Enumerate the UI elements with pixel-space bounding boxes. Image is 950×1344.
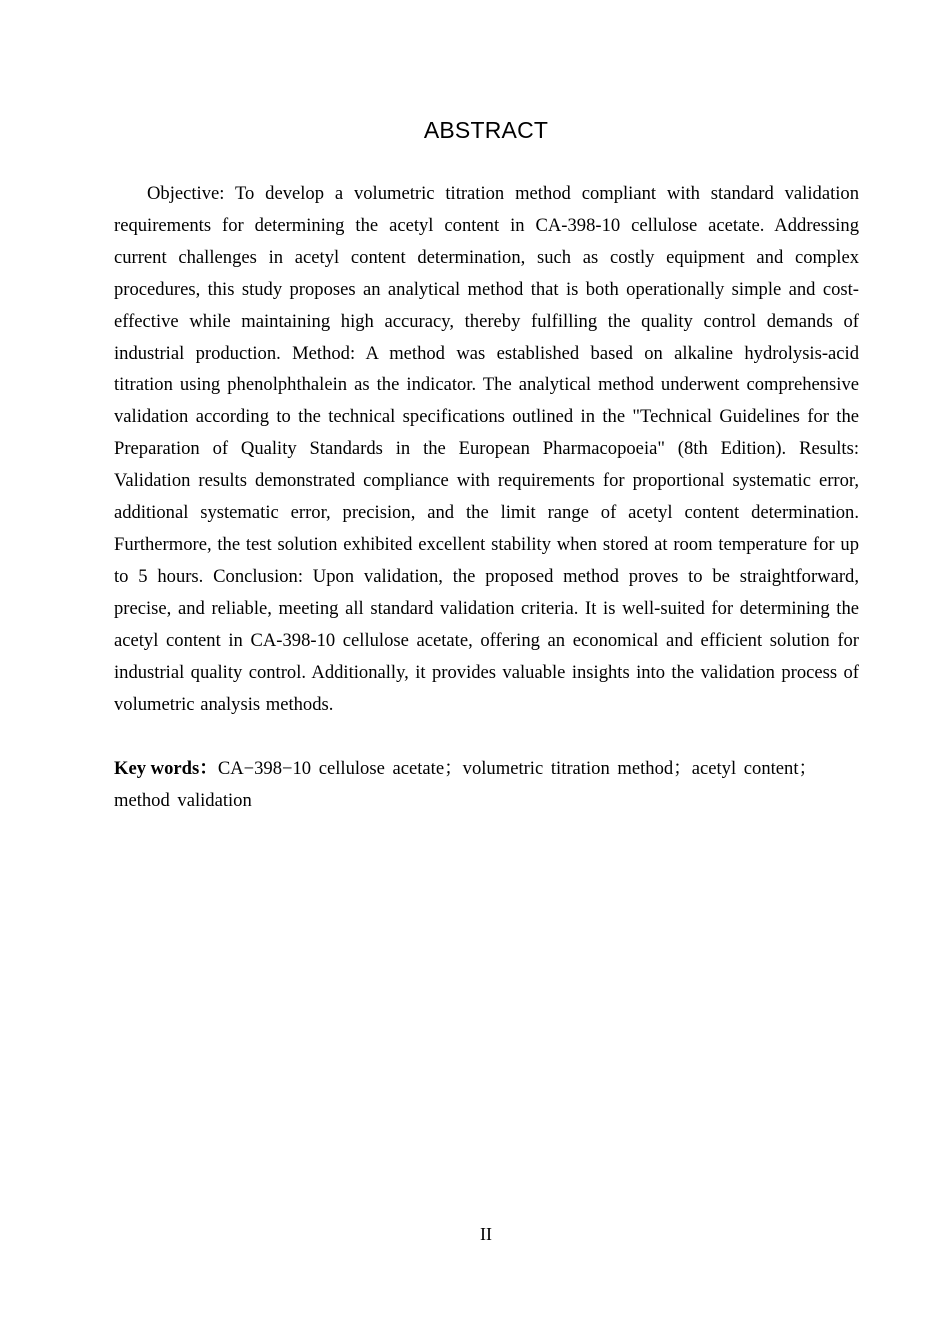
keywords-label: Key words：	[114, 758, 218, 779]
abstract-body: Objective: To develop a volumetric titration method compliant with standard validation requirements for determining the acetyl content in CA-398-10 cellulose acetate. Addressing current challenges in acetyl content determination, such as costly equipment and complex procedures, this study proposes an analytical method that is both operationally simple and cost-effective while maintaining high accuracy, thereby fulfilling the quality control demands of industrial production. Method: A method was established based on alkaline hydrolysis-acid titration using phenolphthalein as the indicator. The analytical method underwent comprehensive validation according to the technical specifications outlined in the "Technical Guidelines for the Preparation of Quality Standards in the European Pharmacopoeia" (8th Edition). Results: Validation results demonstrated compliance with requirements for proportional systematic error, additional systematic error, precision, and the limit range of acetyl content determination. Furthermore, the test solution exhibited excellent stability when stored at room temperature for up to 5 hours. Conclusion: Upon validation, the proposed method proves to be straightforward, precise, and reliable, meeting all standard validation criteria. It is well-suited for determining the acetyl content in CA-398-10 cellulose acetate, offering an economical and efficient solution for industrial quality control. Additionally, it provides valuable insights into the validation process of volumetric analysis methods.	[114, 183, 859, 715]
keywords-line	[114, 753, 859, 816]
page-number: II	[480, 1224, 492, 1244]
abstract-title: ABSTRACT	[423, 117, 549, 143]
keywords-text: CA−398−10 cellulose acetate；volumetric titration method；acetyl content；method validation	[114, 758, 818, 811]
